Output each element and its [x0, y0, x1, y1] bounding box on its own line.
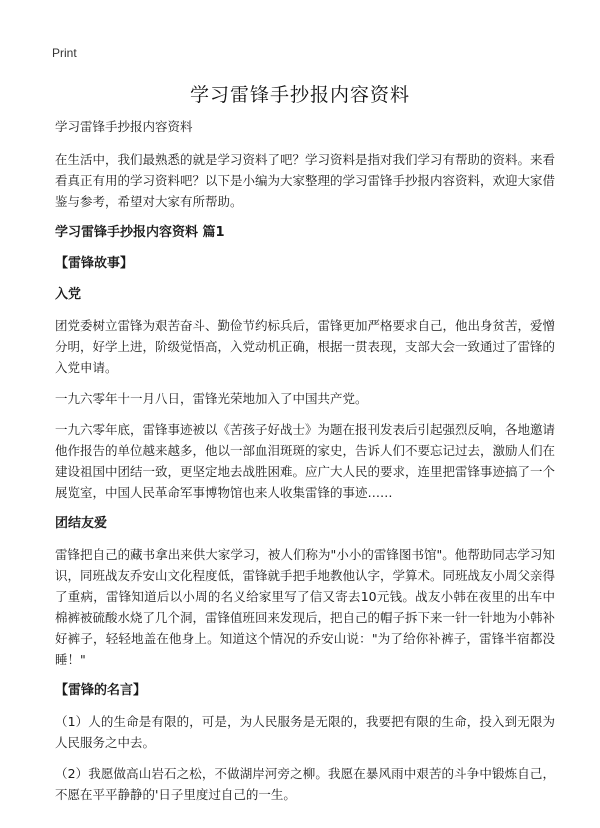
unity-paragraph: 雷锋把自己的藏书拿出来供大家学习，被人们称为"小小的雷锋图书馆"。他帮助同志学习知识，同班战友乔安山文化程度低，雷锋就手把手地教他认字，学算术。同班战友小周父亲得了重病，雷锋知道后以小周的名义给家里写了信又寄去10元钱。战友小韩在夜里的出车中棉裤被硫酸水烧了几个洞，雷锋值班回来发现后，把自己的帽子拆下来一针一针地为小韩补好裤子，轻轻地盖在他身上。知道这个情况的乔安山说："为了给你补裤子，雷锋半宿都没睡！": [55, 547, 556, 667]
document-subtitle: 学习雷锋手抄报内容资料: [55, 119, 193, 134]
quote-1: （1）人的生命是有限的，可是，为人民服务是无限的，我要把有限的生命，投入到无限为人民服务之中去。: [55, 714, 555, 750]
join-party-heading: 入党: [55, 287, 82, 302]
join-party-paragraph-1: 团党委树立雷锋为艰苦奋斗、勤俭节约标兵后，雷锋更加严格要求自己，他出身贫苦，爱憎分明，好学上进，阶级觉悟高，入党动机正确，根据一贯表现，支部大会一致通过了雷锋的入党申请。: [55, 318, 556, 375]
join-party-paragraph-3: 一九六零年底，雷锋事迹被以《苦孩子好战士》为题在报刊发表后引起强烈反响，各地邀请他作报告的单位越来越多，他以一部血泪斑斑的家史，告诉人们不要忘记过去，激励人们在建设祖国中团结一致，更坚定地去战胜困难。应广大人民的要求，连里把雷锋事迹搞了一个展览室，中国人民革命军事博物馆也来人收集雷锋的事迹……: [55, 422, 556, 500]
story-heading: 【雷锋故事】: [55, 256, 134, 271]
unity-heading: 团结友爱: [55, 516, 108, 531]
document-body: [55, 116, 555, 815]
quote-2: （2）我愿做高山岩石之松，不做湖岸河旁之柳。我愿在暴风雨中艰苦的斗争中锻炼自己，不愿在平平静静的'日子里度过自己的一生。: [55, 766, 555, 802]
section-title: 学习雷锋手抄报内容资料 篇1: [55, 225, 225, 240]
print-link[interactable]: Print: [52, 46, 77, 60]
join-party-paragraph-2: 一九六零年十一月八日，雷锋光荣地加入了中国共产党。: [55, 391, 368, 406]
quotes-heading: 【雷锋的名言】: [55, 683, 147, 698]
intro-paragraph: 在生活中，我们最熟悉的就是学习资料了吧？学习资料是指对我们学习有帮助的资料。来看看真正有用的学习资料吧？以下是小编为大家整理的学习雷锋手抄报内容资料，欢迎大家借鉴与参考，希望对大家有所帮助。: [55, 152, 556, 209]
page-title: 学习雷锋手抄报内容资料: [189, 84, 410, 106]
